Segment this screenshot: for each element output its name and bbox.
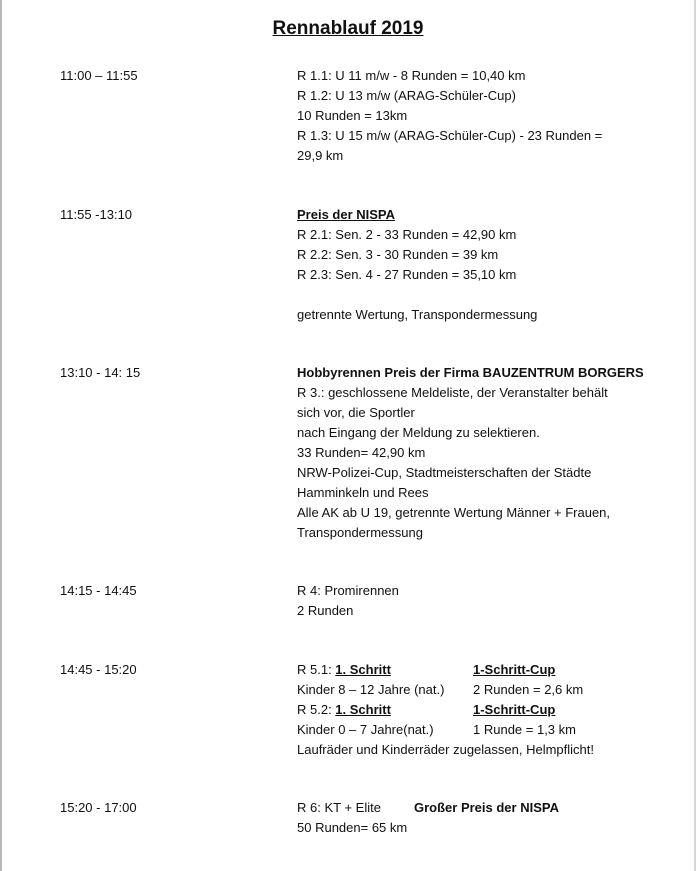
race-line: R 2.3: Sen. 4 - 27 Runden = 35,10 km: [297, 267, 517, 282]
page-edge-left: [0, 0, 2, 871]
laps: 2 Runden = 2,6 km: [473, 682, 584, 697]
race-line: 2 Runden: [297, 603, 354, 618]
race-line: Transpondermessung: [297, 525, 423, 540]
race-block-3: [297, 363, 657, 543]
race-id: R 6: KT + Elite: [297, 800, 381, 815]
race-line: R 1.2: U 13 m/w (ARAG-Schüler-Cup): [297, 88, 516, 103]
race-line: R 1.1: U 11 m/w - 8 Runden = 10,40 km: [297, 68, 526, 83]
race-note: Laufräder und Kinderräder zugelassen, Helmpflicht!: [297, 742, 595, 757]
age-group: Kinder 8 – 12 Jahre (nat.): [297, 682, 445, 697]
race-line: [297, 680, 657, 700]
race-line: [297, 720, 657, 740]
age-group: Kinder 0 – 7 Jahre(nat.): [297, 722, 434, 737]
race-line: [297, 700, 657, 720]
race-id: R 5.2:: [297, 702, 336, 717]
cup-name: 1-Schritt-Cup: [473, 662, 556, 677]
race-line: R 2.2: Sen. 3 - 30 Runden = 39 km: [297, 247, 499, 262]
page-title: Rennablauf 2019: [272, 18, 424, 39]
race-line: R 1.3: U 15 m/w (ARAG-Schüler-Cup) - 23 Runden =: [297, 128, 603, 143]
race-name: 1. Schritt: [335, 662, 391, 677]
prize-heading: Preis der NISPA: [297, 207, 396, 222]
time-slot-3: 13:10 - 14: 15: [60, 365, 141, 380]
prize-name: Großer Preis der NISPA: [414, 800, 559, 815]
race-line: [297, 660, 657, 680]
race-line: 29,9 km: [297, 148, 344, 163]
race-line: sich vor, die Sportler: [297, 405, 415, 420]
race-block-1: [297, 66, 657, 166]
race-line: [297, 798, 657, 818]
race-line: R 2.1: Sen. 2 - 33 Runden = 42,90 km: [297, 227, 517, 242]
time-slot-5: 14:45 - 15:20: [60, 662, 137, 677]
race-line: 10 Runden = 13km: [297, 108, 408, 123]
time-slot-1: 11:00 – 11:55: [60, 68, 138, 83]
race-id: R 5.1:: [297, 662, 336, 677]
prize-heading: Hobbyrennen Preis der Firma BAUZENTRUM BORGERS: [297, 365, 644, 380]
race-note: getrennte Wertung, Transpondermessung: [297, 307, 538, 322]
race-line: R 3.: geschlossene Meldeliste, der Veranstalter behält: [297, 385, 608, 400]
time-slot-2: 11:55 -13:10: [60, 207, 133, 222]
race-block-2: [297, 205, 657, 325]
race-name: 1. Schritt: [335, 702, 391, 717]
cup-name: 1-Schritt-Cup: [473, 702, 556, 717]
laps: 50 Runden= 65 km: [297, 820, 408, 835]
race-line: Alle AK ab U 19, getrennte Wertung Männer + Frauen,: [297, 505, 611, 520]
time-slot-4: 14:15 - 14:45: [60, 583, 137, 598]
race-line: NRW-Polizei-Cup, Stadtmeisterschaften der Städte: [297, 465, 592, 480]
race-line: R 4: Promirennen: [297, 583, 399, 598]
time-slot-6: 15:20 - 17:00: [60, 800, 137, 815]
race-block-4: [297, 581, 657, 621]
race-block-5: [297, 660, 657, 760]
race-line: 33 Runden= 42,90 km: [297, 445, 426, 460]
race-line: nach Eingang der Meldung zu selektieren.: [297, 425, 540, 440]
laps: 1 Runde = 1,3 km: [473, 722, 576, 737]
race-line: Hamminkeln und Rees: [297, 485, 429, 500]
race-block-6: [297, 798, 657, 838]
